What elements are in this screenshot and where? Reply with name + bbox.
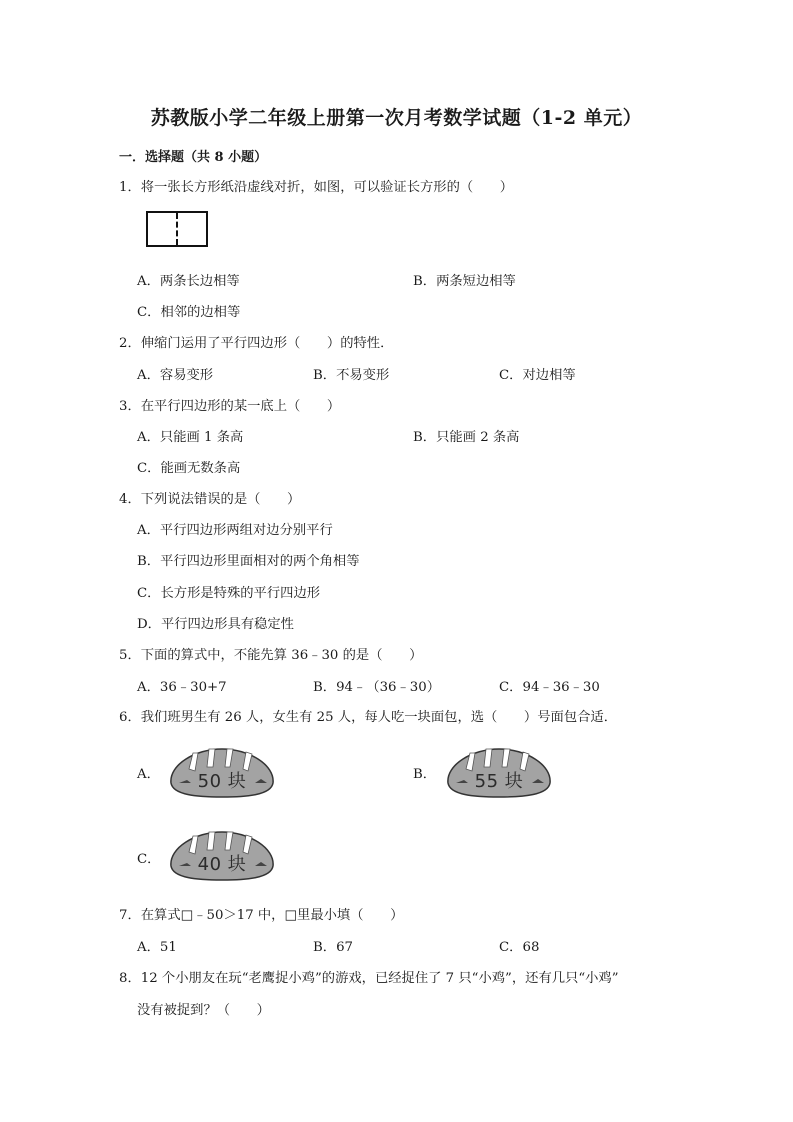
option-a[interactable]: A．容易变形 (137, 368, 214, 383)
option-b[interactable]: B．不易变形 (313, 368, 390, 383)
question-text: 下面的算式中，不能先算 36﹣30 的是（ ） (140, 648, 423, 663)
dashed-fold-line (176, 213, 178, 245)
option-a[interactable]: A．两条长边相等 (137, 274, 240, 289)
question-text: 12 个小朋友在玩“老鹰捉小鸡”的游戏，已经捉住了 7 只“小鸡”，还有几只“小鸡” (140, 971, 619, 986)
question-number: 3． (119, 399, 141, 414)
bread-price: 40 块 (197, 854, 247, 875)
question-text: 我们班男生有 26 人，女生有 25 人，每人吃一块面包，选（ ）号面包合适． (140, 710, 618, 725)
bread-price: 50 块 (197, 771, 247, 792)
question-number: 6． (119, 710, 141, 725)
bread-price: 55 块 (474, 771, 524, 792)
option-a-label[interactable]: A． (137, 767, 160, 782)
option-b[interactable]: B．只能画 2 条高 (413, 430, 520, 445)
option-c[interactable]: C．对边相等 (499, 368, 576, 383)
option-d[interactable]: D．平行四边形具有稳定性 (137, 617, 294, 632)
option-a[interactable]: A．51 (137, 940, 177, 955)
option-c[interactable]: C．68 (499, 940, 540, 955)
option-a[interactable]: A．平行四边形两组对边分别平行 (137, 523, 333, 538)
bread-image-a[interactable] (167, 743, 277, 799)
option-b[interactable]: B．两条短边相等 (413, 274, 516, 289)
option-c[interactable]: C．能画无数条高 (137, 461, 241, 476)
question-text: 在算式□﹣50＞17 中，□里最小填（ ） (140, 908, 404, 923)
question-text: 下列说法错误的是（ ） (140, 492, 301, 507)
question-number: 8． (119, 971, 141, 986)
option-c[interactable]: C．长方形是特殊的平行四边形 (137, 586, 321, 601)
question-text: 在平行四边形的某一底上（ ） (140, 399, 341, 414)
bread-image-c[interactable] (167, 826, 277, 882)
option-b[interactable]: B．平行四边形里面相对的两个角相等 (137, 554, 360, 569)
section-heading: 一．选择题（共 8 小题） (119, 150, 268, 165)
question-number: 1． (119, 180, 141, 195)
page-title: 苏教版小学二年级上册第一次月考数学试题（1-2 单元） (150, 107, 643, 129)
option-a[interactable]: A．只能画 1 条高 (137, 430, 244, 445)
rectangle-figure (146, 211, 208, 247)
option-b[interactable]: B．67 (313, 940, 353, 955)
option-c[interactable]: C．相邻的边相等 (137, 305, 241, 320)
question-text-line2: 没有被捉到？（ ） (137, 1003, 270, 1018)
option-b-label[interactable]: B． (413, 767, 437, 782)
option-c[interactable]: C．94﹣36﹣30 (499, 680, 600, 695)
question-text: 将一张长方形纸沿虚线对折，如图，可以验证长方形的（ ） (140, 180, 514, 195)
question-text: 伸缩门运用了平行四边形（ ）的特性． (140, 336, 394, 351)
option-b[interactable]: B．94﹣（36﹣30） (313, 680, 441, 695)
bread-image-b[interactable] (444, 743, 554, 799)
question-number: 5． (119, 648, 141, 663)
question-number: 4． (119, 492, 141, 507)
question-number: 2． (119, 336, 141, 351)
option-c-label[interactable]: C． (137, 852, 161, 867)
question-number: 7． (119, 908, 141, 923)
option-a[interactable]: A．36﹣30+7 (137, 680, 227, 695)
